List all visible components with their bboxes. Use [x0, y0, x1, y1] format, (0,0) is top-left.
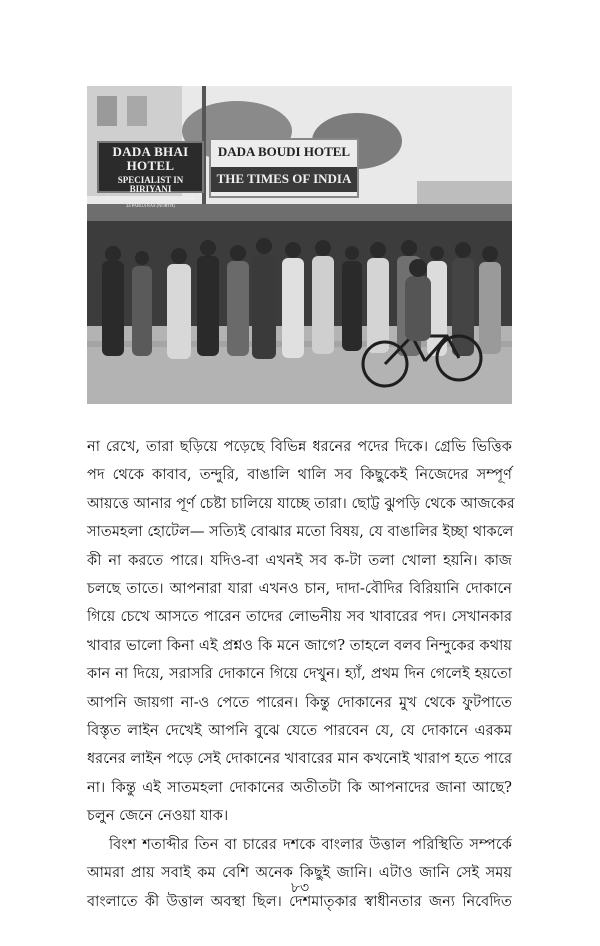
photo-scene [87, 86, 512, 404]
text-line: চলছে তাতে। আপনারা যারা এখনও চান, দাদা-বৌদির বিরিয়ানি দোকানে [87, 580, 512, 598]
sign-left-title: DADA BHAI HOTEL [112, 144, 189, 174]
text-line: না রেখে, তারা ছড়িয়ে পড়েছে বিভিন্ন ধরনের পদের দিকে। গ্রেভি ভিত্তিক [87, 438, 512, 455]
sign-left-subtitle: SPECIALIST IN BIRIYANI [117, 174, 184, 195]
page-number: ৮৩ [290, 880, 310, 896]
text-line: আপনি জায়গা না-ও পেতে পারেন। কিন্তু দোকানের মুখ থেকে ফুটপাতে [87, 693, 512, 711]
sign-left-district: 24 PARGANAS (NORTH) [126, 203, 175, 209]
dada-boudi-hotel-sign [209, 138, 359, 198]
sign-right-title: DADA BOUDI HOTEL [217, 144, 351, 159]
text-line: চলুন জেনে নেওয়া যাক। [87, 807, 229, 825]
text-line: বাংলাতে কী উত্তাল অবস্থা ছিল। দেশমাতৃকার স্বাধীনতার জন্য নিবেদিত [87, 892, 512, 910]
text-line: আয়ত্তে আনার পূর্ণ চেষ্টা চালিয়ে যাচ্ছে তারা। ছোট্ট ঝুপড়ি থেকে আজকের [87, 494, 515, 512]
text-line: না। কিন্তু এই সাতমহলা দোকানের অতীতটা কি আপনাদের জানা আছে? [87, 778, 512, 796]
sign-right-sponsor: THE TIMES OF INDIA [211, 167, 357, 192]
text-line: কান না দিয়ে, সরাসরি দোকানে গিয়ে দেখুন। হ্যাঁ, প্রথম দিন গেলেই হয়তো [87, 665, 512, 683]
body-text [87, 433, 515, 916]
street-photo [87, 86, 512, 404]
text-line: গিয়ে চেখে আসতে পারেন তাদের লোভনীয় সব খাবারের পদ। সেখানকার [87, 608, 512, 626]
text-line: আমরা প্রায় সবাই কম বেশি অনেক কিছুই জানি। এটাও জানি সেই সময় [87, 864, 512, 882]
dada-bhai-hotel-sign [97, 141, 204, 209]
text-line: বিংশ শতাব্দীর তিন বা চারের দশকে বাংলার উত্তাল পরিস্থিতি সম্পর্কে [109, 835, 512, 853]
text-line: কী না করতে পারে। যদিও-বা এখনই সব ক-টা তলা খোলা হয়নি। কাজ [87, 551, 512, 569]
text-line: বিস্তৃত লাইন দেখেই আপনি বুঝে যেতে পারবেন যে, যে দোকানে এরকম [87, 722, 512, 740]
text-line: খাবার ভালো কিনা এই প্রশ্নও কি মনে জাগে? তাহলে বলব নিন্দুকের কথায় [87, 636, 512, 654]
text-line: পদ থেকে কাবাব, তন্দুরি, বাঙালি থালি সব কিছুকেই নিজেদের সম্পূর্ণ [87, 466, 512, 484]
text-line: ধরনের লাইন পড়ে সেই দোকানের খাবারের মান কখনোই খারাপ হতে পারে [87, 750, 512, 768]
text-line: সাতমহলা হোটেল— সত্যিই বোঝার মতো বিষয়, যে বাঙালির ইচ্ছা থাকলে [87, 523, 514, 541]
sign-left-address: NO. 1 GHOSHPARA ROAD, BARRACKPORE [106, 196, 195, 202]
